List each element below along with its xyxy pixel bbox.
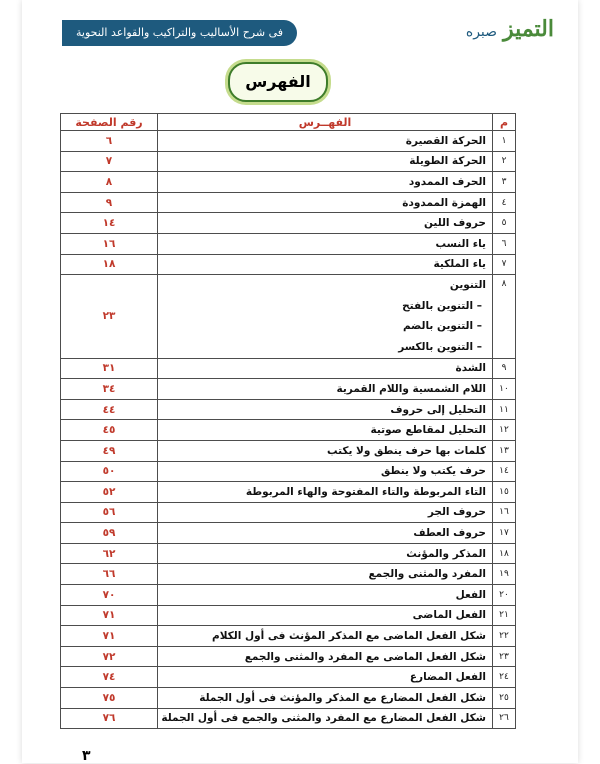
header-brand	[324, 16, 554, 48]
row-title: حروف اللين	[158, 213, 493, 234]
row-number: ١	[493, 131, 516, 152]
row-title: الفعل المضارع	[158, 667, 493, 688]
row-page: ٧٠	[61, 585, 158, 606]
table-row	[61, 564, 516, 585]
row-number: ٢٠	[493, 585, 516, 606]
row-number: ٥	[493, 213, 516, 234]
row-number: ٣	[493, 172, 516, 193]
row-title: المفرد والمثنى والجمع	[158, 564, 493, 585]
row-page: ٢٣	[61, 275, 158, 358]
table-row	[61, 254, 516, 275]
row-title: شكل الفعل الماضى مع المذكر المؤنث فى أول الكلام	[158, 626, 493, 647]
row-title: شكل الفعل المضارع مع المفرد والمثنى والجمع فى أول الجملة	[158, 708, 493, 729]
row-title-group	[158, 275, 493, 358]
row-page: ١٨	[61, 254, 158, 275]
row-page: ٧٥	[61, 688, 158, 709]
row-title: الحركة الطويلة	[158, 151, 493, 172]
row-number: ٢٣	[493, 646, 516, 667]
table-row	[61, 543, 516, 564]
row-page: ٥٠	[61, 461, 158, 482]
row-number: ٢٤	[493, 667, 516, 688]
row-number: ١٠	[493, 379, 516, 400]
table-row	[61, 379, 516, 400]
table-row	[61, 482, 516, 503]
row-page: ٧٢	[61, 646, 158, 667]
row-page: ٤٥	[61, 420, 158, 441]
table-row	[61, 358, 516, 379]
row-title: حرف يكتب ولا ينطق	[158, 461, 493, 482]
brand-author: صبره	[465, 24, 498, 40]
row-number: ٢	[493, 151, 516, 172]
row-page: ٥٩	[61, 523, 158, 544]
row-number: ١٨	[493, 543, 516, 564]
table-row	[61, 461, 516, 482]
row-page: ٩	[61, 192, 158, 213]
header-subtitle: فى شرح الأساليب والتراكيب والقواعد النحوية	[62, 20, 297, 46]
table-row	[61, 605, 516, 626]
table-row	[61, 233, 516, 254]
row-title: شكل الفعل المضارع مع المذكر والمؤنث فى أول الجملة	[158, 688, 493, 709]
row-number: ١٩	[493, 564, 516, 585]
row-page: ١٤	[61, 213, 158, 234]
row-title: الفعل	[158, 585, 493, 606]
table-row	[61, 708, 516, 729]
row-title: اللام الشمسية واللام القمرية	[158, 379, 493, 400]
table-row	[61, 585, 516, 606]
row-page: ٥٦	[61, 502, 158, 523]
row-page: ١٦	[61, 233, 158, 254]
table-row	[61, 151, 516, 172]
row-number: ٨	[493, 275, 516, 358]
row-number: ١٧	[493, 523, 516, 544]
row-page: ٧٤	[61, 667, 158, 688]
row-title: حروف الجر	[158, 502, 493, 523]
row-title: الفعل الماضى	[158, 605, 493, 626]
row-number: ١٥	[493, 482, 516, 503]
row-page: ٤٩	[61, 440, 158, 461]
row-title: كلمات بها حرف ينطق ولا يكتب	[158, 440, 493, 461]
row-title: ياء الملكية	[158, 254, 493, 275]
toc-title: الفهرس	[228, 62, 328, 102]
row-number: ٢١	[493, 605, 516, 626]
row-title: التحليل لمقاطع صوتية	[158, 420, 493, 441]
table-row	[61, 626, 516, 647]
table-row	[61, 192, 516, 213]
table-row-tanween	[61, 275, 516, 358]
table-row	[61, 399, 516, 420]
table-row	[61, 131, 516, 152]
table-row	[61, 667, 516, 688]
row-page: ٦	[61, 131, 158, 152]
table-row	[61, 420, 516, 441]
row-subtitle: – التنوين بالضم	[402, 320, 482, 333]
table-row	[61, 646, 516, 667]
row-number: ٢٦	[493, 708, 516, 729]
row-subtitle: – التنوين بالكسر	[398, 340, 482, 353]
header-title: الفهــرس	[158, 114, 493, 131]
row-number: ١٦	[493, 502, 516, 523]
toc-table	[60, 113, 516, 729]
row-title: المذكر والمؤنث	[158, 543, 493, 564]
row-page: ٨	[61, 172, 158, 193]
header-page: رقم الصفحة	[61, 114, 158, 131]
row-number: ١٤	[493, 461, 516, 482]
page-header	[22, 14, 578, 52]
row-page: ٤٤	[61, 399, 158, 420]
row-title: الشدة	[158, 358, 493, 379]
row-page: ٣٤	[61, 379, 158, 400]
row-number: ٦	[493, 233, 516, 254]
row-title: التاء المربوطة والتاء المفتوحة والهاء المربوطة	[158, 482, 493, 503]
row-number: ٢٢	[493, 626, 516, 647]
row-title: الحركة القصيرة	[158, 131, 493, 152]
row-title: التحليل إلى حروف	[158, 399, 493, 420]
row-number: ٢٥	[493, 688, 516, 709]
row-page: ٥٢	[61, 482, 158, 503]
row-number: ٩	[493, 358, 516, 379]
table-row	[61, 172, 516, 193]
row-title: شكل الفعل الماضى مع المفرد والمثنى والجمع	[158, 646, 493, 667]
row-title: حروف العطف	[158, 523, 493, 544]
row-title: ياء النسب	[158, 233, 493, 254]
row-title: الهمزة الممدودة	[158, 192, 493, 213]
table-row	[61, 523, 516, 544]
row-page: ٧١	[61, 605, 158, 626]
table-row	[61, 502, 516, 523]
page-number: ٣	[82, 748, 91, 764]
header-num: م	[493, 114, 516, 131]
row-title: الحرف الممدود	[158, 172, 493, 193]
row-page: ٣١	[61, 358, 158, 379]
table-header-row	[61, 114, 516, 131]
table-row	[61, 213, 516, 234]
table-row	[61, 688, 516, 709]
row-number: ١٣	[493, 440, 516, 461]
row-number: ١٢	[493, 420, 516, 441]
row-page: ٧٦	[61, 708, 158, 729]
brand-logo-text: التميز	[503, 16, 554, 42]
row-subtitle: – التنوين بالفتح	[402, 299, 482, 312]
row-title: التنوين	[449, 279, 486, 292]
row-page: ٧	[61, 151, 158, 172]
table-row	[61, 440, 516, 461]
row-page: ٦٦	[61, 564, 158, 585]
row-page: ٧١	[61, 626, 158, 647]
row-number: ١١	[493, 399, 516, 420]
row-number: ٤	[493, 192, 516, 213]
row-page: ٦٢	[61, 543, 158, 564]
row-number: ٧	[493, 254, 516, 275]
